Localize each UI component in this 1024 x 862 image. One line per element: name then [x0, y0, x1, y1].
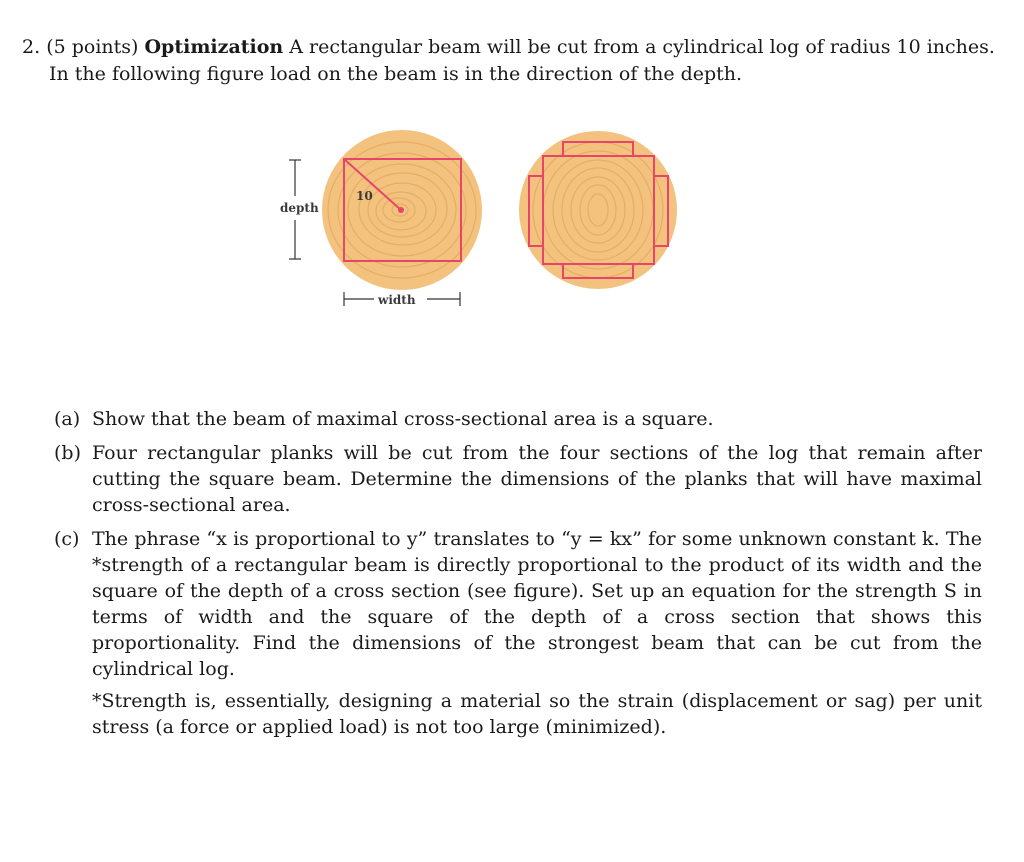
problem-line-2: In the following figure load on the beam is in the direction of the depth.: [49, 63, 743, 85]
log-cross-section-left: [322, 130, 482, 290]
problem-statement-1: A rectangular beam will be cut from a cylindrical log of radius 10 inches.: [289, 36, 995, 58]
part-a: [54, 406, 982, 432]
part-c-text: The phrase “x is proportional to y” translates to “y = kx” for some unknown constant k. The *strength of a rectangular beam is directly proportional to the product of its width and the square of the depth of a cross section (see figure). Set up an equation for the strength S in terms of width and the square of the depth of a cross section that shows this proportionality. Find the dimensions of the strongest beam that can be cut from the cylindrical log.: [92, 528, 982, 680]
problem-number: 2.: [22, 36, 41, 58]
width-label: width: [378, 293, 416, 307]
part-a-text: Show that the beam of maximal cross-sectional area is a square.: [92, 408, 714, 430]
problem-parts: [54, 406, 982, 748]
part-c-footnote: *Strength is, essentially, designing a material so the strain (displacement or sag) per unit stress (a force or applied load) is not too large (minimized).: [92, 690, 982, 738]
depth-label: depth: [280, 201, 319, 215]
part-a-label: (a): [54, 408, 81, 430]
part-c-label: (c): [54, 528, 80, 550]
part-c: [54, 526, 982, 740]
problem-line-1: [22, 34, 995, 61]
problem-heading: Optimization: [144, 36, 284, 58]
beam-figure: [272, 122, 692, 322]
log-cross-section-right: [519, 131, 677, 289]
log-center-point: [398, 207, 404, 213]
part-b: [54, 440, 982, 518]
part-b-label: (b): [54, 442, 81, 464]
part-b-text: Four rectangular planks will be cut from the four sections of the log that remain after cutting the square beam. Determine the dimensions of the planks that will have maximal cross-sectional area.: [92, 442, 982, 516]
problem-statement: [22, 34, 995, 88]
radius-label: 10: [356, 189, 373, 203]
problem-points: (5 points): [46, 36, 139, 58]
